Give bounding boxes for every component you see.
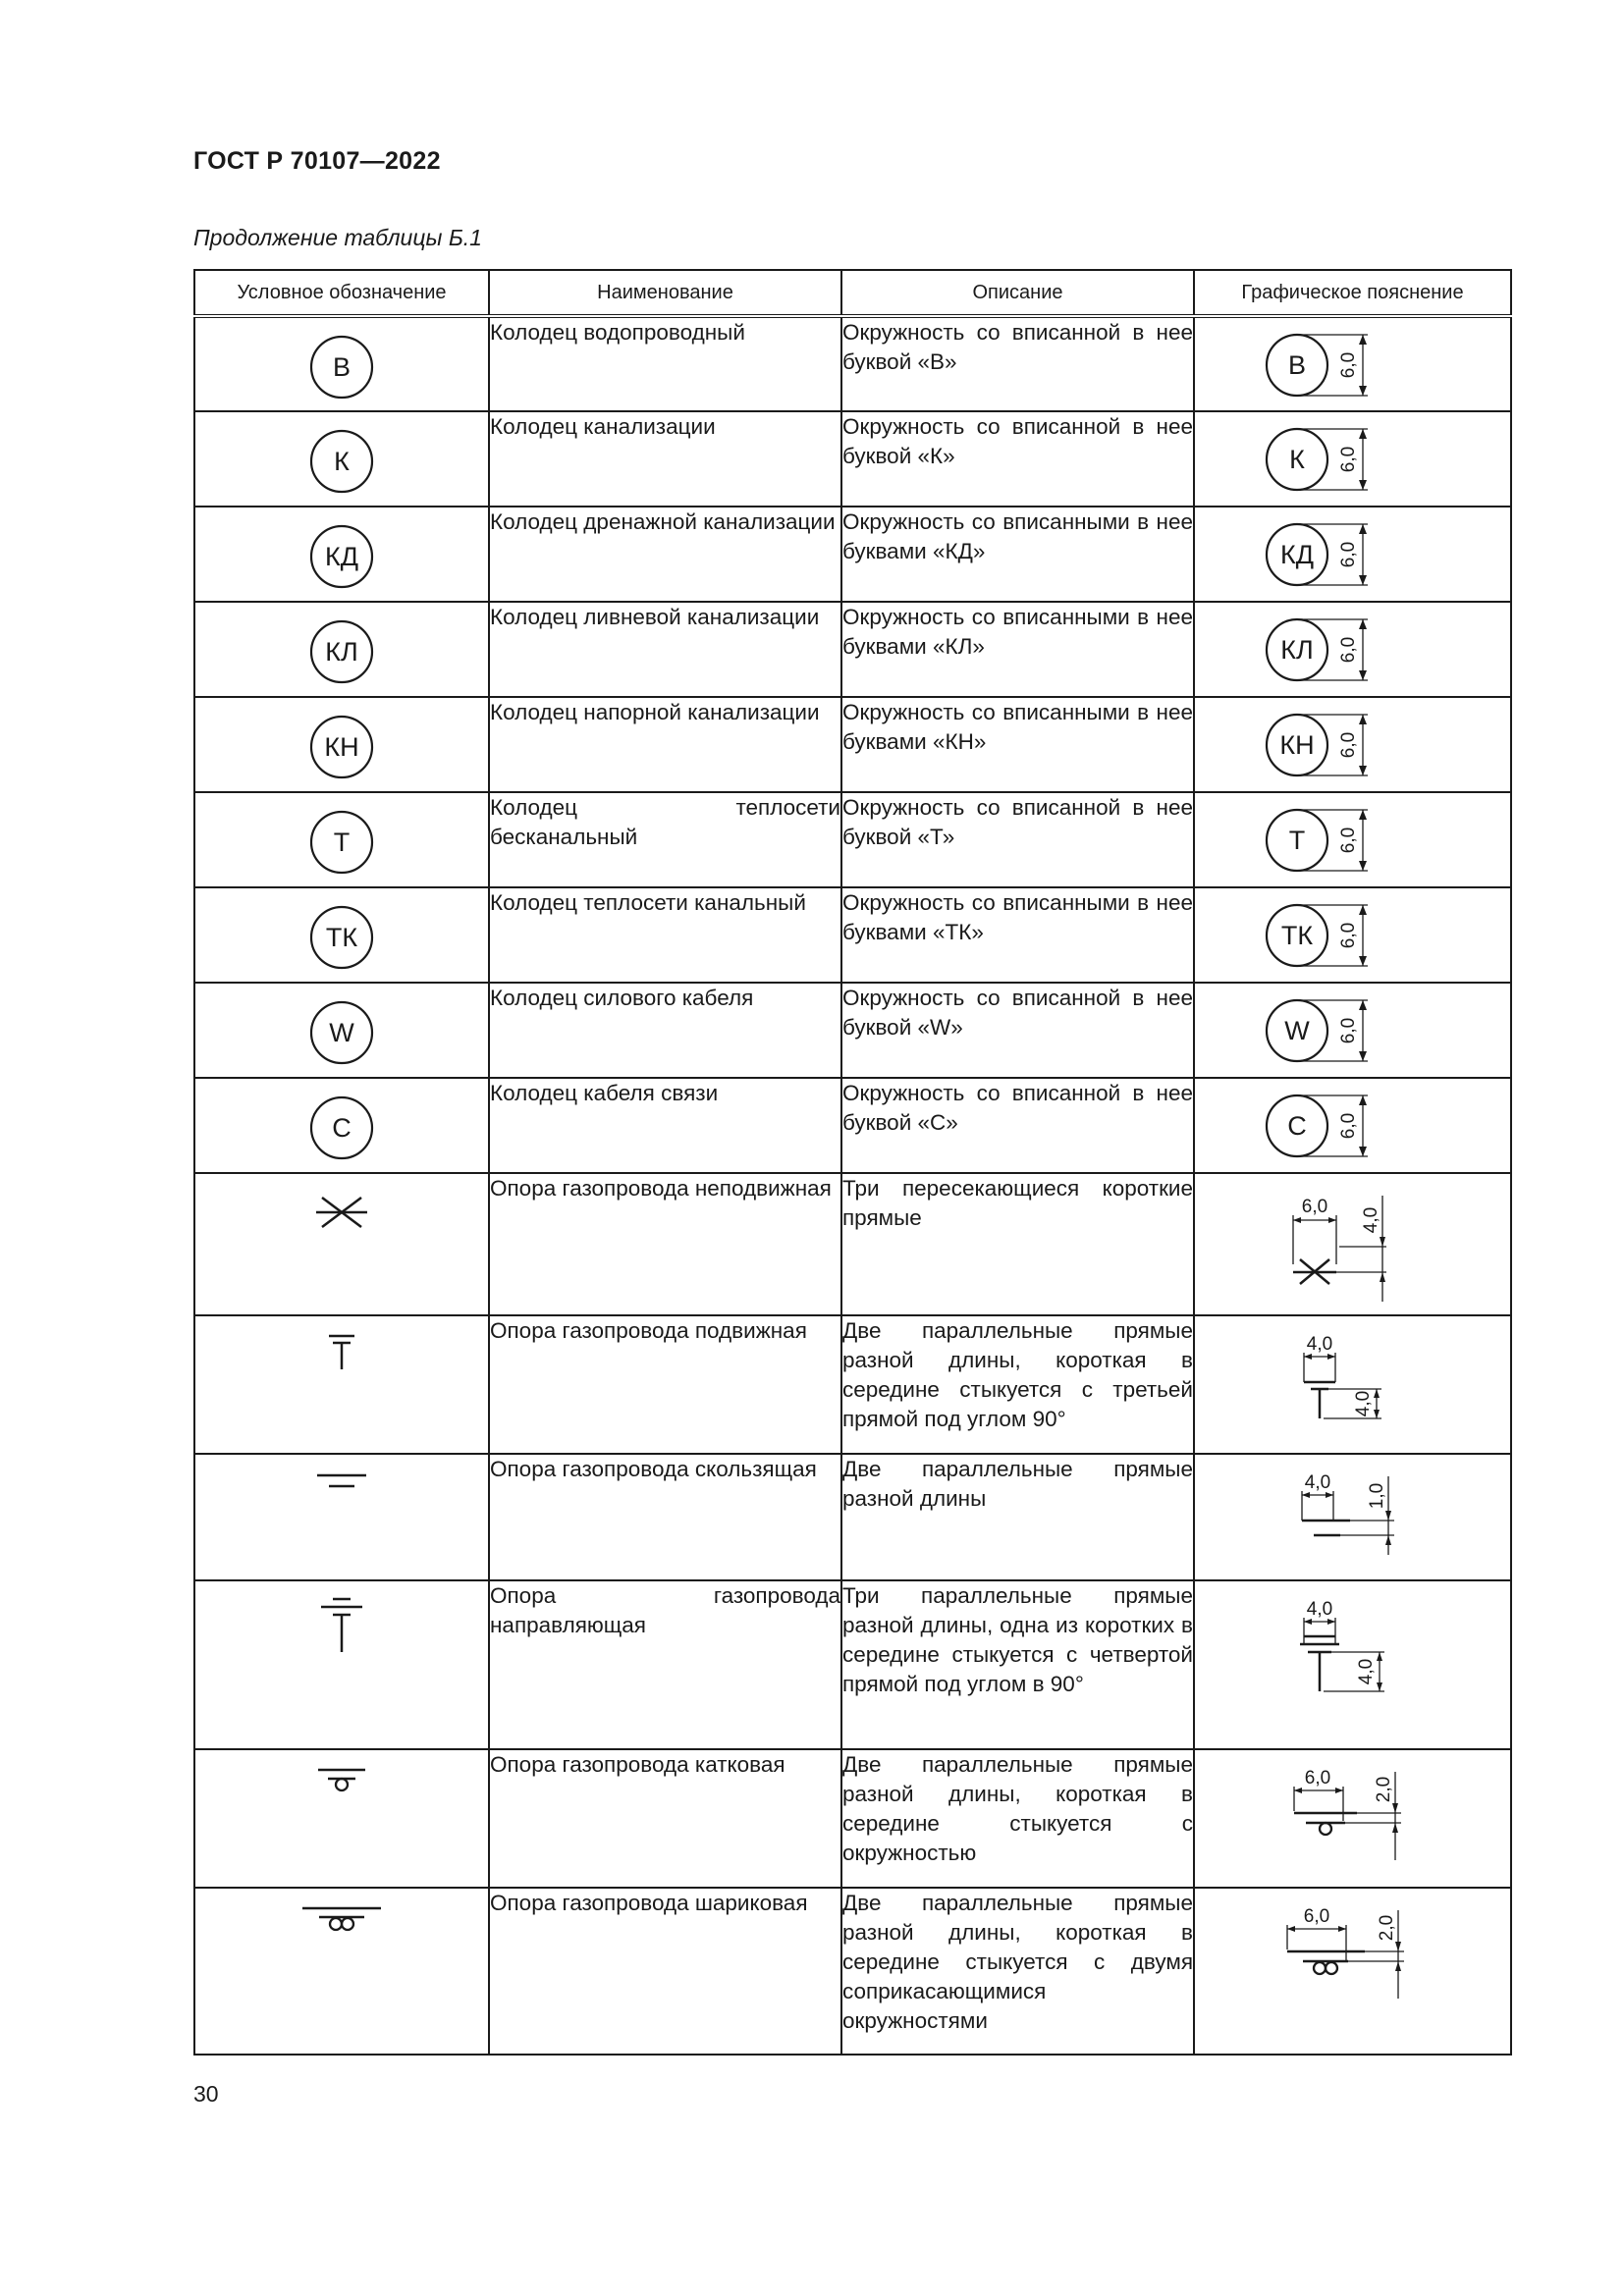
svg-text:4,0: 4,0 — [1306, 1334, 1333, 1355]
row-description: Две параллельные прямые разной длины — [841, 1454, 1194, 1580]
svg-text:W: W — [329, 1018, 354, 1047]
svg-text:ТК: ТК — [1280, 921, 1314, 950]
row-name: Колодец напорной канализации — [489, 697, 841, 792]
table-row — [194, 316, 1511, 411]
svg-text:К: К — [1289, 445, 1305, 474]
guide-support-graphic — [1298, 1593, 1416, 1711]
manhole-graphic — [1264, 805, 1374, 876]
row-name: Опора газопровода скользящая — [489, 1454, 841, 1580]
ball-support-symbol — [298, 1900, 386, 1940]
row-description: Две параллельные прямые разной длины, короткая в середине стыкуется с третьей прямой под углом 90° — [841, 1315, 1194, 1454]
row-description: Окружность со вписанной в нее буквой «К» — [841, 411, 1194, 507]
svg-text:КЛ: КЛ — [325, 637, 358, 667]
manhole-symbol — [307, 998, 376, 1067]
svg-text:КН: КН — [1279, 730, 1315, 760]
movable-support-graphic — [1298, 1328, 1406, 1441]
manhole-graphic — [1264, 519, 1374, 590]
svg-text:4,0: 4,0 — [1353, 1390, 1374, 1417]
col-header-name: Наименование — [489, 270, 841, 316]
manhole-symbol-cell — [194, 697, 489, 792]
graphic-cell — [1194, 1173, 1511, 1315]
row-name: Колодец теплосети бесканальный — [489, 792, 841, 887]
svg-text:6,0: 6,0 — [1338, 636, 1359, 664]
manhole-symbol-cell — [194, 602, 489, 697]
svg-text:2,0: 2,0 — [1374, 1776, 1394, 1803]
roller-support-symbol — [312, 1762, 371, 1801]
row-description: Окружность со вписанной в нее буквой «В» — [841, 316, 1194, 411]
row-description: Окружность со вписанными в нее буквами «ТК» — [841, 887, 1194, 983]
svg-text:4,0: 4,0 — [1306, 1599, 1333, 1620]
row-description: Окружность со вписанной в нее буквой «С» — [841, 1078, 1194, 1173]
row-name: Колодец ливневой канализации — [489, 602, 841, 697]
row-name: Колодец дренажной канализации — [489, 507, 841, 602]
symbol-cell — [194, 1315, 489, 1454]
svg-text:ТК: ТК — [325, 923, 358, 952]
svg-text:6,0: 6,0 — [1338, 1112, 1359, 1140]
table-row — [194, 602, 1511, 697]
graphic-cell — [1194, 602, 1511, 697]
manhole-symbol — [307, 427, 376, 496]
symbol-cell — [194, 1173, 489, 1315]
table-row — [194, 507, 1511, 602]
graphic-cell — [1194, 697, 1511, 792]
row-name: Колодец теплосети канальный — [489, 887, 841, 983]
manhole-symbol-cell — [194, 887, 489, 983]
svg-text:W: W — [1284, 1016, 1310, 1045]
svg-text:6,0: 6,0 — [1304, 1768, 1331, 1789]
svg-text:КД: КД — [1279, 540, 1315, 569]
manhole-graphic — [1264, 1091, 1374, 1161]
page-number: 30 — [193, 2081, 219, 2107]
graphic-cell — [1194, 887, 1511, 983]
graphic-cell — [1194, 411, 1511, 507]
row-description: Окружность со вписанными в нее буквами «КД» — [841, 507, 1194, 602]
table-header-row — [194, 270, 1511, 316]
graphic-cell — [1194, 983, 1511, 1078]
row-description: Три параллельные прямые разной длины, одна из коротких в середине стыкуется с четвертой прямой под углом в 90° — [841, 1580, 1194, 1749]
symbol-cell — [194, 1888, 489, 2055]
row-name: Колодец водопроводный — [489, 316, 841, 411]
row-name: Опора газопровода неподвижная — [489, 1173, 841, 1315]
svg-text:КН: КН — [324, 732, 359, 762]
svg-text:4,0: 4,0 — [1304, 1472, 1331, 1493]
svg-text:КЛ: КЛ — [1280, 635, 1314, 665]
svg-text:В: В — [1287, 350, 1307, 380]
svg-text:4,0: 4,0 — [1356, 1658, 1377, 1685]
row-description: Окружность со вписанными в нее буквами «КН» — [841, 697, 1194, 792]
manhole-symbol-cell — [194, 316, 489, 411]
row-description: Две параллельные прямые разной длины, короткая в середине стыкуется с окружностью — [841, 1749, 1194, 1888]
symbol-cell — [194, 1454, 489, 1580]
table-row — [194, 983, 1511, 1078]
manhole-symbol — [307, 713, 376, 781]
svg-text:2,0: 2,0 — [1377, 1914, 1397, 1942]
manhole-symbol-cell — [194, 411, 489, 507]
svg-text:6,0: 6,0 — [1301, 1197, 1328, 1217]
svg-text:6,0: 6,0 — [1338, 351, 1359, 379]
guide-support-symbol — [312, 1591, 371, 1660]
svg-text:4,0: 4,0 — [1361, 1206, 1381, 1234]
table-row — [194, 697, 1511, 792]
row-name: Опора газопровода направляющая — [489, 1580, 841, 1749]
sliding-support-graphic — [1296, 1467, 1414, 1565]
col-header-symbol: Условное обозначение — [194, 270, 489, 316]
manhole-symbol — [307, 1094, 376, 1162]
table-row — [194, 1888, 1511, 2055]
ball-support-graphic — [1281, 1900, 1429, 2018]
manhole-graphic — [1264, 900, 1374, 971]
svg-text:6,0: 6,0 — [1338, 1017, 1359, 1044]
manhole-graphic — [1264, 710, 1374, 780]
row-name: Опора газопровода шариковая — [489, 1888, 841, 2055]
row-description: Окружность со вписанной в нее буквой «W» — [841, 983, 1194, 1078]
col-header-description: Описание — [841, 270, 1194, 316]
col-header-graphic: Графическое пояснение — [1194, 270, 1511, 316]
table-row — [194, 1173, 1511, 1315]
svg-text:Т: Т — [333, 828, 351, 857]
svg-text:1,0: 1,0 — [1367, 1482, 1387, 1510]
row-name: Колодец силового кабеля — [489, 983, 841, 1078]
manhole-symbol — [307, 617, 376, 686]
svg-text:6,0: 6,0 — [1338, 827, 1359, 854]
manhole-symbol — [307, 808, 376, 877]
table-row — [194, 1580, 1511, 1749]
fixed-support-symbol — [312, 1188, 371, 1237]
graphic-cell — [1194, 1454, 1511, 1580]
svg-text:В: В — [332, 352, 352, 382]
manhole-graphic — [1264, 330, 1374, 400]
row-name: Опора газопровода подвижная — [489, 1315, 841, 1454]
graphic-cell — [1194, 1749, 1511, 1888]
graphic-cell — [1194, 1315, 1511, 1454]
fixed-support-graphic — [1288, 1186, 1435, 1304]
manhole-symbol-cell — [194, 983, 489, 1078]
manhole-symbol — [307, 903, 376, 972]
graphic-cell — [1194, 1580, 1511, 1749]
svg-text:6,0: 6,0 — [1303, 1906, 1330, 1927]
table-row — [194, 887, 1511, 983]
graphic-cell — [1194, 316, 1511, 411]
graphic-cell — [1194, 1078, 1511, 1173]
symbols-table — [193, 269, 1512, 2056]
table-row — [194, 1454, 1511, 1580]
table-row — [194, 1749, 1511, 1888]
svg-text:КД: КД — [324, 542, 359, 571]
row-name: Опора газопровода катковая — [489, 1749, 841, 1888]
row-description: Окружность со вписанной в нее буквой «Т» — [841, 792, 1194, 887]
manhole-symbol — [307, 522, 376, 591]
table-row — [194, 792, 1511, 887]
manhole-graphic — [1264, 424, 1374, 495]
svg-text:С: С — [1287, 1111, 1307, 1141]
symbol-cell — [194, 1580, 489, 1749]
movable-support-symbol — [322, 1328, 361, 1377]
manhole-graphic — [1264, 995, 1374, 1066]
table-caption: Продолжение таблицы Б.1 — [193, 225, 482, 250]
table-row — [194, 1315, 1511, 1454]
svg-text:Т: Т — [1288, 826, 1306, 855]
row-name: Колодец канализации — [489, 411, 841, 507]
svg-text:К: К — [334, 447, 350, 476]
table-row — [194, 411, 1511, 507]
row-description: Три пересекающиеся короткие прямые — [841, 1173, 1194, 1315]
svg-text:6,0: 6,0 — [1338, 446, 1359, 473]
svg-text:6,0: 6,0 — [1338, 922, 1359, 949]
roller-support-graphic — [1288, 1762, 1426, 1880]
sliding-support-symbol — [312, 1468, 371, 1498]
manhole-symbol — [307, 333, 376, 401]
manhole-graphic — [1264, 614, 1374, 685]
row-description: Две параллельные прямые разной длины, короткая в середине стыкуется с двумя соприкасающимися окружностями — [841, 1888, 1194, 2055]
manhole-symbol-cell — [194, 792, 489, 887]
graphic-cell — [1194, 1888, 1511, 2055]
document-header: ГОСТ Р 70107—2022 — [193, 147, 441, 175]
row-description: Окружность со вписанными в нее буквами «КЛ» — [841, 602, 1194, 697]
manhole-symbol-cell — [194, 507, 489, 602]
graphic-cell — [1194, 792, 1511, 887]
table-row — [194, 1078, 1511, 1173]
svg-text:6,0: 6,0 — [1338, 731, 1359, 759]
symbol-cell — [194, 1749, 489, 1888]
svg-text:С: С — [332, 1113, 352, 1143]
svg-text:6,0: 6,0 — [1338, 541, 1359, 568]
graphic-cell — [1194, 507, 1511, 602]
row-name: Колодец кабеля связи — [489, 1078, 841, 1173]
manhole-symbol-cell — [194, 1078, 489, 1173]
